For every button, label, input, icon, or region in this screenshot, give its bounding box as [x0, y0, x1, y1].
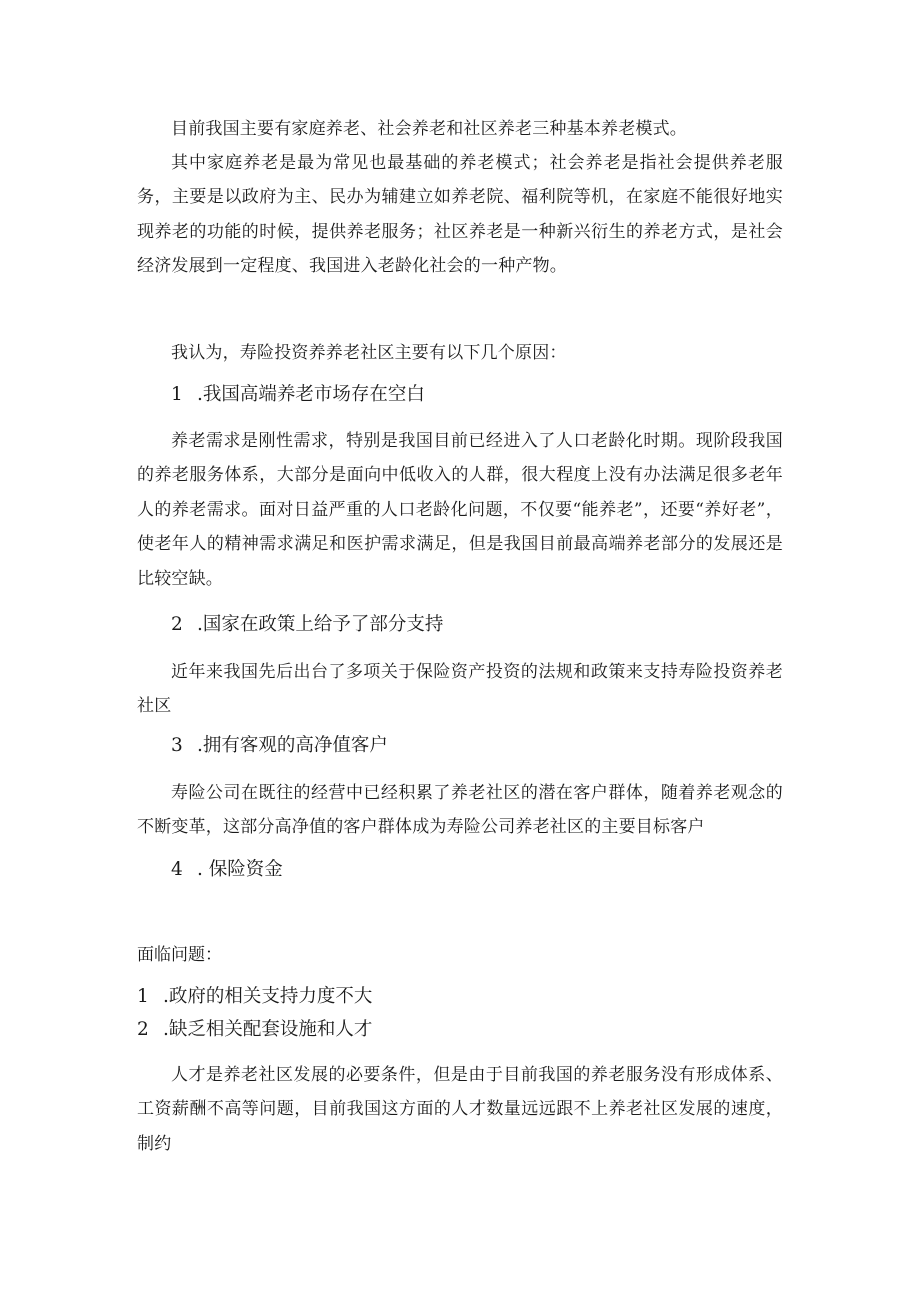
paragraph-reasons-intro: 我认为，寿险投资养养老社区主要有以下几个原因：: [171, 343, 567, 363]
reason-body-2: 近年来我国先后出台了多项关于保险资产投资的法规和政策来支持寿险投资养老社区: [137, 662, 783, 717]
paragraph-intro: 目前我国主要有家庭养老、社会养老和社区养老三种基本养老模式。: [171, 119, 687, 139]
reason-heading-2: [171, 610, 443, 640]
problem-heading-1: [137, 982, 372, 1012]
reason-heading-4: [171, 855, 283, 885]
reason-title: .我国高端养老市场存在空白: [197, 384, 425, 405]
reason-title: .国家在政策上给予了部分支持: [197, 614, 444, 635]
paragraph-models: 其中家庭养老是最为常见也最基础的养老模式；社会养老是指社会提供养老服务，主要是以政府为主、民办为辅建立如养老院、福利院等机，在家庭不能很好地实现养老的功能的时候，提供养老服务；社区养老是一种新兴衍生的养老方式，是社会经济发展到一定程度、我国进入老龄化社会的一种产物。: [137, 153, 783, 277]
reason-title: . 保险资金: [197, 859, 283, 880]
problem-title: .政府的相关支持力度不大: [163, 986, 373, 1007]
reason-number: 2: [171, 614, 183, 635]
reason-number: 1: [171, 384, 183, 405]
problem-heading-2: [137, 1015, 372, 1045]
reason-body-3: 寿险公司在既往的经营中已经积累了养老社区的潜在客户群体，随着养老观念的不断变革，这部分高净值的客户群体成为寿险公司养老社区的主要目标客户: [137, 783, 783, 838]
reason-heading-1: [171, 380, 425, 410]
reason-heading-3: [171, 731, 388, 761]
problem-number: 1: [137, 986, 149, 1007]
problem-number: 2: [137, 1019, 149, 1040]
problem-title: .缺乏相关配套设施和人才: [163, 1019, 373, 1040]
reason-body-1: 养老需求是刚性需求，特别是我国目前已经进入了人口老龄化时期。现阶段我国的养老服务体系，大部分是面向中低收入的人群，很大程度上没有办法满足很多老年人的养老需求。面对日益严重的人口老龄化问题，不仅要“能养老”，还要“养好老”，使老年人的精神需求满足和医护需求满足，但是我国目前最高端养老部分的发展还是比较空缺。: [137, 431, 783, 589]
reason-number: 3: [171, 735, 183, 756]
reason-number: 4: [171, 859, 183, 880]
problems-label: 面临问题：: [137, 945, 222, 965]
problem-body-2: 人才是养老社区发展的必要条件，但是由于目前我国的养老服务没有形成体系、工资薪酬不高等问题，目前我国这方面的人才数量远远跟不上养老社区发展的速度，制约: [137, 1065, 783, 1154]
reason-title: .拥有客观的高净值客户: [197, 735, 388, 756]
